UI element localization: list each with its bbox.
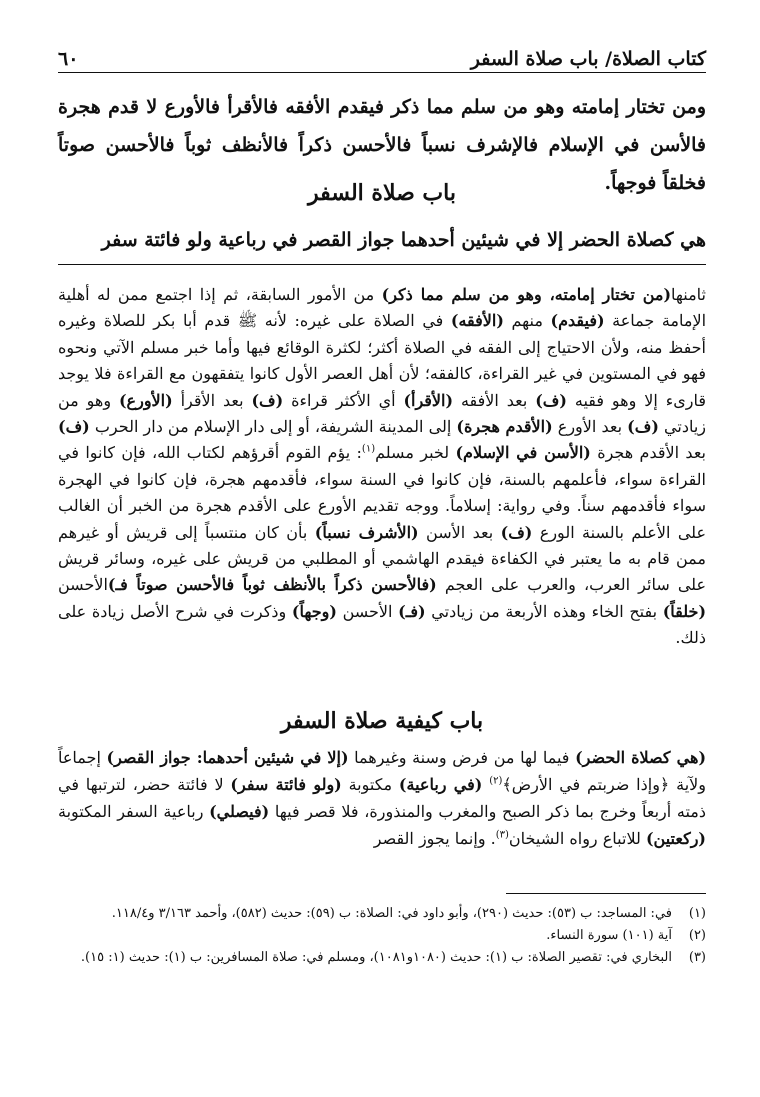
section-title-2: باب كيفية صلاة السفر xyxy=(280,708,484,734)
footnote-ref: (١) xyxy=(361,444,376,456)
page-number: ٦٠ xyxy=(58,48,79,70)
matn-divider xyxy=(58,264,706,265)
footnote xyxy=(58,947,706,969)
footnote xyxy=(58,925,706,947)
commentary-paragraph: ثامنها(من تختار إمامته، وهو من سلم مما ذكر) من الأمور السابقة، ثم إذا اجتمع ممن له أهلية الإمامة جماعة (فيقدم) منهم (الأفقه) في الصلاة على غيره: لأنه ﷺ قدم أبا بكر للصلاة وغيره أحفظ منه، ولأن الاحتياج إلى الفقه في الصلاة أكثر؛ لكثرة الوقائع فيها وأما خبر مسلم الآتي ونحوه فهو في المستوين في غير القراءة، كالفقه؛ لأن أهل العصر الأول كانوا يتفقهون مع القراءة فلا يوجد قارىء إلا وهو فقيه (ف) بعد الأفقه (الأقرأ) أي الأكثر قراءة (ف) بعد الأقرأ (الأورع) وهو من زيادتي (ف) بعد الأورع (الأقدم هجرة) إلى المدينة الشريفة، أو إلى دار الإسلام من دار الحرب (ف) بعد الأقدم هجرة (الأسن في الإسلام) لخبر مسلم$^{(١)}$: يؤم القوم أقرؤهم لكتاب الله، فإن كانوا في القراءة سواء، فأعلمهم بالسنة، فإن كانوا في السنة سواء، فأقدمهم هجرة، فإن كانوا في الهجرة سواء فأقدمهم سناً. وفي رواية: إسلاماً. ووجه تقديم الأورع على الأقدم هجرة من الخبر أن الغالب على الأعلم بالسنة الورع (ف) بعد الأسن (الأشرف نسباً) بأن كان منتسباً إلى قريش أو غيرهم ممن قام به ما يعتبر في الكفاءة فيقدم الهاشمي أو المطلبي من قريش على غيره، وسائر قريش على سائر العرب، والعرب على العجم (فالأحسن ذكراً بالأنظف ثوباً فالأحسن صوتاً فـ)الأحسن (خلقاً) بفتح الخاء وهذه الأربعة من زيادتي (فـ) الأحسن (وجهاً) وذكرت في شرح الأصل زيادة على ذلك. xyxy=(58,285,707,648)
footnote-divider xyxy=(506,893,706,894)
footnote-text: آية (١٠١) سورة النساء. xyxy=(546,928,672,943)
footnotes xyxy=(58,903,706,969)
footnote-ref: (٣) xyxy=(495,829,509,841)
footnote xyxy=(58,903,706,925)
matn-paragraph: ومن تختار إمامته وهو من سلم مما ذكر فيقدم الأفقه فالأقرأ فالأورع لا قدم هجرة فالأسن في الإسلام فالإشرف نسباً فالأحسن ذكراً فالأنظف ثوباً فالأحسن صوتاً فخلقاً فوجهاً. xyxy=(58,96,706,194)
footnote-number: (١) xyxy=(688,906,706,921)
section-matn: هي كصلاة الحضر إلا في شيئين أحدهما جواز القصر في رباعية ولو فائتة سفر xyxy=(101,229,706,251)
footnote-ref: (٢) xyxy=(489,775,503,787)
commentary-paragraph-2: (هي كصلاة الحضر) فيما لها من فرض وسنة وغيرهما (إلا في شيئين أحدهما: جواز القصر) إجماعاً ولآية ﴿وإذا ضربتم في الأرض﴾$^{(٢)}$ (في رباعية) مكتوبة (ولو فائتة سفر) لا فائتة حضر، لترتبها في ذمته أربعاً وخرج بما ذكر الصبح والمغرب والمنذورة، فلا قصر فيها (فيصلي) رباعية السفر المكتوبة (ركعتين) للاتباع رواه الشيخان$^{(٣)}$. وإنما يجوز القصر xyxy=(58,748,707,848)
footnote-number: (٢) xyxy=(688,928,706,943)
footnote-text: البخاري في: تقصير الصلاة: ب (١): حديث (١٠٨٠و١٠٨١)، ومسلم في: صلاة المسافرين: ب (١): حديث (١: ١٥). xyxy=(80,950,672,965)
header-divider xyxy=(58,72,706,73)
footnote-text: في: المساجد: ب (٥٣): حديث (٢٩٠)، وأبو داود في: الصلاة: ب (٥٩): حديث (٥٨٢)، وأحمد ٣/١٦٣ و١١٨/٤. xyxy=(111,906,672,921)
chapter-title: كتاب الصلاة/ باب صلاة السفر xyxy=(470,48,706,70)
section-title: باب صلاة السفر xyxy=(308,180,456,206)
running-head xyxy=(58,40,706,70)
footnote-number: (٣) xyxy=(688,950,706,965)
